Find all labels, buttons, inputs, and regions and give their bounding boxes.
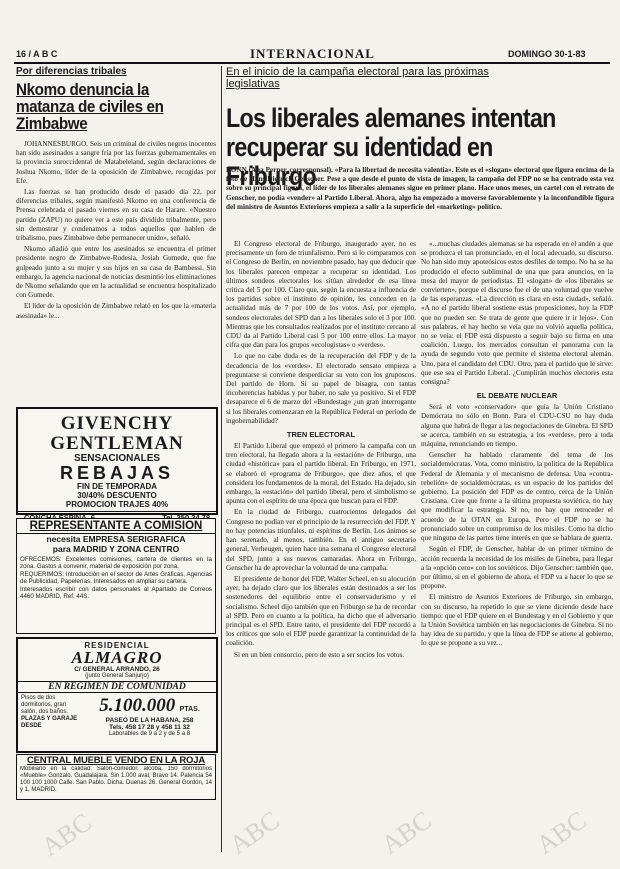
right-lede: BONN (Ana Perner, corresponsal). «Para la libertad de necesita valentía». Este es el «slogan» electoral que figura encima de la foto de Hans Dietrich Genscher. Pese a que desde el punto de vista de imagen, la campaña del FDP no se ha centrado esta vez sobre su principal figura, el líder de los liberales alemanes sigue en primer plano. Hace unos meses, un cartel con el retrato de Genscher, no podía «vender» al Partido Liberal. Ahora, algo ha empezado a moverse favorablemente y la inconfundible figura del ministro de Asuntos Exteriores empieza a salir a la superficie del «marketing» político. (226, 166, 614, 211)
ad-info: Tels. 458 17 28 y 458 11 32 (109, 724, 190, 731)
paragraph: Será el voto «conservador» que guía la Unión Cristiano Demócrata no sólo en Bonn. Para el CDU-CSU no hay duda alguna que habrá de llegar a las negociaciones de Ginebra. El SPD se acerca, también en su estrategia, a los «verdes», pero a toda máquina, renunciando en tiempo. (421, 403, 613, 449)
issue-date: DOMINGO 30-1-83 (508, 49, 586, 59)
ad-title: REPRESENTANTE A COMISION (17, 519, 215, 534)
section-title: INTERNACIONAL (250, 46, 375, 61)
right-article-col2 (421, 240, 613, 852)
ad-line: SENSACIONALES (73, 453, 161, 464)
paragraph: Genscher ha hablado claramente del tema de los socialdemócratas. Vota, como ministro, la política de la República Federal de Alemania y el mecanismo de defensa. Una «contra-rebelión» de socialdemócratas, es un espacio de los partidos del gobierno. La posición del FDP es de centro, cerca de la Unión Cristiana. Cree que frente a la última propuesta soviética, no hay que modificar la estrategia. Si no, no hay que retroceder el acuerdo de la OTAN en Europa. Pero el FDP no se ha pronunciado sobre un compromiso de los misiles. Como ha dicho que ninguna de las partes tiene interés en que se hablara de guerra. (421, 451, 613, 543)
subheading: TREN ELECTORAL (286, 430, 356, 440)
ad-title: RESIDENCIAL (84, 641, 150, 650)
residencial-ad (16, 637, 218, 753)
ad-body: Mobiliario en la calidad: Salón-comedor, alcoba, 150 dormitorios «Mueble» Gonzalo. Guadalajara. Sin 1.000 aval, Bravo 14. Palencia 54 100 100 1000 Calle. San Pablo. Dicha. Duenas 26. General Gordón, 14 y 1, MADRID. (20, 766, 212, 793)
abc-watermark: ABC (224, 805, 285, 860)
paragraph: El Congreso electoral de Friburgo, inaugurado ayer, no es precisamente un foro de triunfalismo. Pero si lo comparamos con el Congreso de Berlín, en noviembre pasado, hay que deducir que los liberales parecen empezar a recuperar su identidad. Los últimos sondeos electorales los sitúan alrededor de esa línea crítica del 5 por 100. Claro que, según la encuesta a influencia de los partidos sobre el instituto de opinión, les conceden en la actualidad más de 7 por 100 de los votos. Así, por ejemplo, sondeos electorales del SPD dan a los liberales solo el 3 por 100. Mientras que los consultados realizados por el instituto cercano al CDU da al Partido Liberal casi 5 por 100 entre ellos. La mayor cifra que dan para los grupos «ecologistas» o «verdes». (226, 240, 416, 350)
right-article-col1 (226, 240, 416, 852)
ad-address-sub: (junto General Sanjurjo) (85, 673, 149, 679)
givenchy-ad (16, 407, 218, 515)
ad-body: OFRECEMOS: Excelentes comisiones, cartera de clientes en la zona. Gastos a convenir, material de exposición por zona. (20, 556, 212, 571)
right-kicker: En el inicio de la campaña electoral para las próximas legislativas (226, 66, 489, 90)
right-headline: Los liberales alemanes intentan recuperar su identidad en Friburgo (226, 103, 556, 191)
ad-item: Pisos de dos dormitorios, gran salón, dos baños. (21, 695, 69, 715)
paragraph: «...muchas ciudades alemanas se ha esperado en el andén a que se produzca el tan pronunciado, en el local adecuado, su discurso. No han sido muy apoteósicos estos desfiles de tempo. No ha se ha producido el efecto subliminal de una que para anuncios, en la mesa del mayor de periodistas. El «slogan» de «los liberales se convierten», porque el discurso fue el de una voluntad que vuelve de las esperanzas. «La dirección es clara en esta ciudad», señaló. «A no el partido liberal sostiene estas proposiciones, hoy la FDP que no pueden ser. Se trata de gente que quiere ir ir lejos». Con sus palabras, el hay hecho se veía que no volvió aquella política, no se veía: el FDP está dispuesto a seguir bajo su firma en una coalición. Luego, los mercados consultan el panorama con la ayuda de segundo voto que permite el sistema electoral alemán. Uno, para el candidato del CDU. Otro, para el partido que le sirve: que ese sea el Partido Liberal. ¿Cumplirán muchos electores esta consigna? (421, 240, 613, 387)
abc-watermark: ABC (36, 807, 97, 862)
ad-regime: EN REGIMEN DE COMUNIDAD (18, 681, 216, 693)
paragraph: Si en un bien consorcio, pero de esto a ser socios los votos. (234, 650, 405, 659)
ad-info: PASEO DE LA HABANA, 258 (105, 717, 194, 724)
header-rule (14, 62, 610, 64)
subheading: EL DEBATE NUCLEAR (476, 391, 558, 401)
ad-item: PLAZAS Y GARAJE (21, 716, 78, 722)
ad-line: para MADRID Y ZONA CENTRO (52, 544, 180, 554)
paragraph: Las fuerzas se han producido desde el pasado día 22, por diferencias tribales, según manifestó Nkomo en una conferencia de Prensa celebrada el pasado viernes en su casa de Harare. «Nuestro partido (ZAPU) no quiere ver a este país dividido tribalmente, pero sin demostrar y condenamos a todos aquellos que hablen de tribalismo, pues Zimbabwe debe permanecer unido», señaló. (16, 188, 216, 243)
ad-name: ALMAGRO (71, 648, 163, 667)
paragraph: JOHANNESBURGO. Seis un criminal de civiles negros inocentes han sido asesinados a sangre fría por las fuerzas gubernamentales en la provincia suroccidental de Matabeleland, según declaraciones de Joshua Nkomo, líder de la oposición de Zimbabwe, recogidas por Efe. (16, 140, 216, 185)
representante-ad (16, 518, 216, 634)
left-article-body (16, 140, 216, 402)
column-divider (221, 66, 222, 852)
paragraph: Según el FDP, de Genscher, hablar de un primer término de acción recuerda la necesidad de los misiles de Ginebra, para llegar a la «opción cero» con los soviéticos. Dijo Genscher: también que, por último, si en el gobierno de ahora, el FDP va a hacer lo que se propone. (421, 545, 613, 591)
ad-line: necesita EMPRESA SERIGRAFICA (46, 534, 186, 544)
page-number: 16 / A B C (16, 49, 58, 59)
ad-body: REQUERIMOS: Introducción en el sector de Artes Gráficas, Agencias de Publicidad, Papelerías. Interesados en ampliar su cartera. (20, 570, 212, 586)
paragraph: Lo que no cabe duda es de la recuperación del FDP y de la decadencia de los «verdes». El electorado sensato empieza a preguntarse si conviene desperdiciar su voto con los gruposcos. Del partido de Horn. Si su papel de bisagra, con tantas incoherencias habidas y por haber, no sale ya positivo. Si el FDP desaparece el 6 de marzo del «Bundestag» ¿un gran interrogante si los liberales comenzaran en la República Federal un período de ingobernabilidad? (226, 352, 416, 425)
paragraph: En la ciudad de Friburgo, cuatrocientos delegados del Congreso no podían ver el principio de la resurrección del FDP. Y no hay potencias triunfales, ni espíritus de Berlín. Los ánimos se han serenado, al menos, también. En el antiguo secretario general, Verheugen, quien hace una semana el Congreso electoral del SPD, junto a sus nuevos camaradas. Ahora en Friburgo, Genscher ha de aprovechar la voluntad de una campaña. (226, 508, 416, 572)
ad-item: DESDE (21, 723, 42, 729)
ad-price: 5.100.000 (99, 695, 176, 716)
ad-info: Laborables de 9 a 2 y de 5 a 8 (108, 731, 191, 737)
ad-body: Interesados escribir con datos personales al Apartado de Correos 4460 MADRID, Ref. 44S. (20, 585, 212, 601)
paragraph: Nkomo añadió que entre los asesinados se encuentra el primer presidente negro de Zimbabwe-Rodesia, Josiah Gumede, que fue golpeado junto a su mujer y sus hijos en su casa de Bambessi. Sin embargo, la agencia nacional de noticias desmintió los eliminaciones de Nkomo señalando que en la actualidad se encuentra hospitalizado con Gumede. (16, 245, 216, 300)
left-headline: Nkomo denuncia la matanza de civiles en Zimbabwe (16, 81, 164, 133)
left-kicker: Por diferencias tribales (16, 66, 127, 77)
ad-rebajas: REBAJAS (59, 463, 175, 483)
paragraph: El ministro de Asuntos Exteriores de Friburgo, sin embargo, con su discurso, ha repetido lo que se viene diciendo desde hace tiempo: que el FDP quiere en el Bundestag y en el Gobierno y que la Unión Soviética también en las negociaciones de Ginebra. Si no hay idea de su partido, y que la línea de FDP se atiene al gobierno, lo que se propone a su vez... (421, 593, 613, 648)
abc-watermark: ABC (376, 805, 437, 860)
mueble-ad (16, 754, 216, 800)
paragraph: El líder de la oposición de Zimbabwe relató en los que la «materia asesinada» le... (16, 302, 216, 320)
abc-watermark: ABC (531, 805, 592, 860)
ad-line: PROMOCION TRAJES 40% (65, 500, 169, 509)
paragraph: El presidente de honor del FDP, Walter Scheel, en su alocución ayer, ha dejado claro que los liberales están destinados a ser los sostenedores del equilibrio entre el conservadurismo y el socialismo. Scheel dijo también que en Friburgo se ha de recordar al SPD. Pero en cuanto a la política, ha dicho que el adversario principal es el SPD. Entre tanto, el presidente del FDP recordó a los críticos que solo el FDP puede garantizar la continuidad de la coalición. (226, 574, 416, 648)
ad-brand-sub: GENTLEMAN (50, 433, 184, 454)
paragraph: El Partido Liberal que empezó el primero la campaña con un tren electoral, ha llegado ahora a la «estación» de Friburgo, una ciudad «histórica» para el partido liberal. En Friburgo, en 1971, se elaboró el «programa de Friburgo», que diez años, el que considera los fundamentos de la moral, del Estado. Ha dejado, sin embargo, la «estación» del partido liberal, pero el simbolismo se apunta con el espíritu de una época que buscan para el FDP. (226, 442, 416, 506)
ad-brand: GIVENCHY (60, 413, 174, 434)
ad-title: CENTRAL MUEBLE VENDO EN LA ROJA (26, 755, 205, 766)
ad-line: FIN DE TEMPORADA (77, 482, 157, 491)
ad-currency: PTAS. (179, 706, 200, 713)
ad-address: C/ GENERAL ARRANDO, 26 (74, 666, 160, 673)
ad-line: 30/40% DESCUENTO (77, 491, 157, 500)
